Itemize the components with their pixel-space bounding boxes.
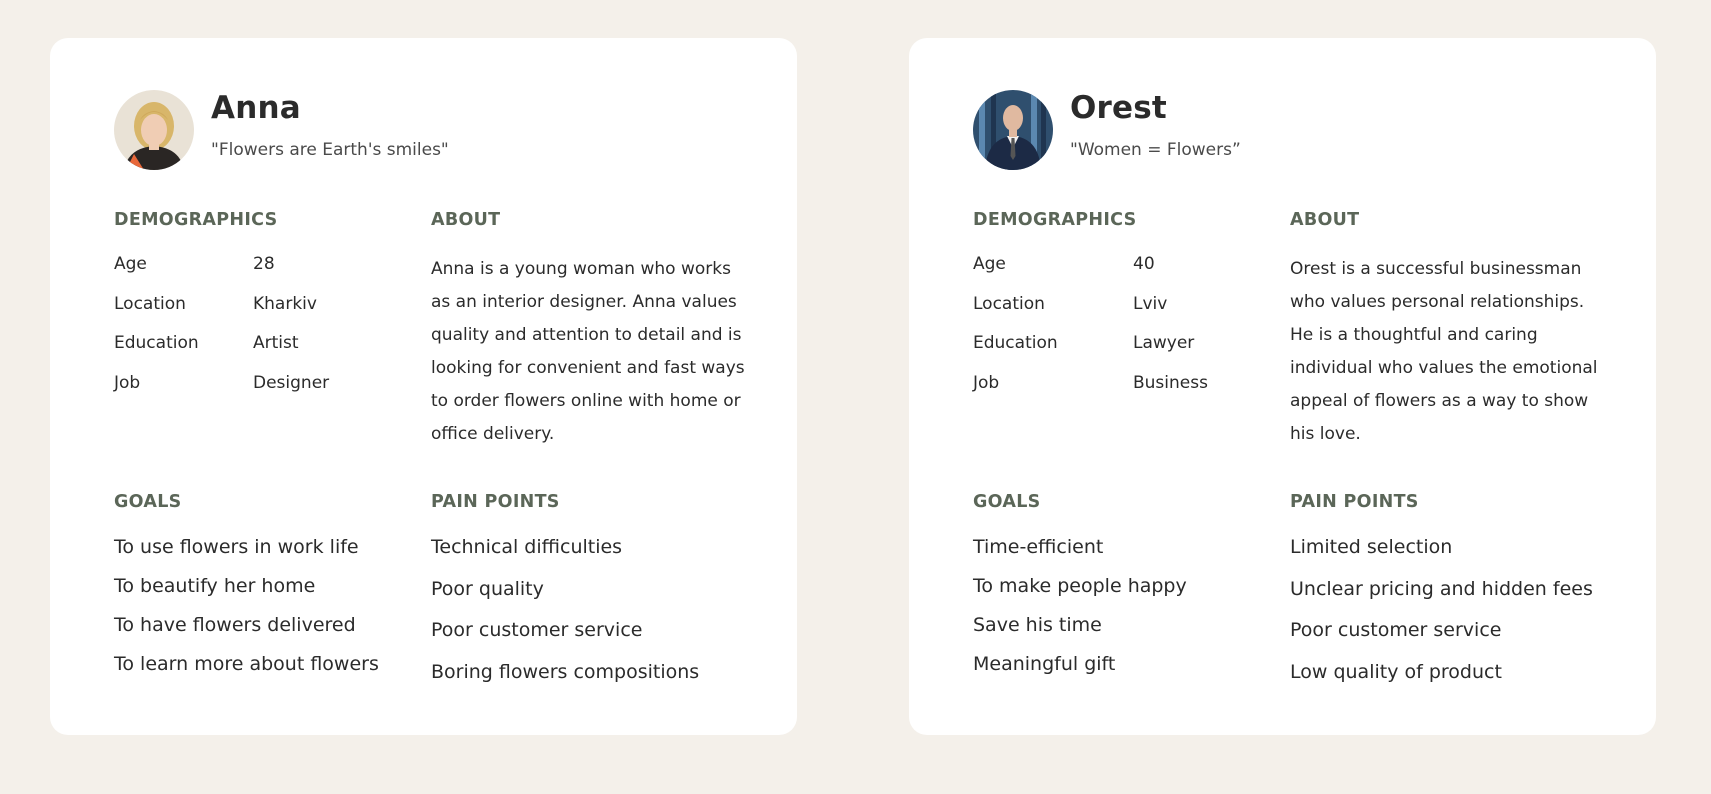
pain-point-item: Boring flowers compositions (431, 660, 700, 683)
goals-title: GOALS (114, 492, 182, 512)
pain-point-item: Poor customer service (1290, 619, 1502, 641)
about-title: ABOUT (431, 210, 501, 230)
goal-item: To have flowers delivered (114, 614, 356, 636)
pain-point-item: Technical difficulties (431, 536, 623, 558)
pain-points-list (1290, 536, 1593, 702)
demographics-label: Job (114, 372, 141, 393)
pain-point-item: Low quality of product (1290, 660, 1502, 683)
about-text: Anna is a young woman who works as an interior designer. Anna values quality and attention to detail and is looking for convenient and fast ways to order flowers online with home or office delivery. (431, 259, 745, 444)
pain-points-list (431, 536, 699, 702)
demographics-value: Business (1133, 372, 1208, 393)
goals-title: GOALS (973, 492, 1041, 512)
demographics-value: Lawyer (1133, 333, 1195, 353)
goal-item: Save his time (973, 614, 1102, 636)
pain-point-item: Unclear pricing and hidden fees (1290, 577, 1593, 600)
goal-item: To learn more about flowers (114, 653, 379, 675)
goal-item: Time-efficient (973, 536, 1104, 558)
about-title: ABOUT (1290, 210, 1360, 230)
demographics-label: Education (973, 333, 1058, 353)
demographics-value: Designer (253, 372, 330, 393)
pain-points-title: PAIN POINTS (1290, 492, 1419, 512)
demographics-value: 28 (253, 254, 275, 274)
goals-list (114, 536, 379, 692)
demographics-value: Lviv (1133, 293, 1168, 314)
demographics-value: 40 (1133, 254, 1155, 274)
avatar-anna-image (114, 90, 194, 170)
avatar-orest-image (973, 90, 1053, 170)
demographics-value: Artist (253, 333, 299, 353)
goal-item: To use flowers in work life (114, 536, 359, 558)
pain-points-title: PAIN POINTS (431, 492, 560, 512)
pain-point-item: Limited selection (1290, 536, 1453, 558)
avatar-anna (114, 90, 194, 170)
demographics-label: Education (114, 333, 199, 353)
goal-item: To make people happy (973, 575, 1187, 597)
demographics-label: Job (973, 372, 1000, 393)
pain-point-item: Poor quality (431, 577, 544, 600)
demographics-value: Kharkiv (253, 293, 317, 314)
about-text: Orest is a successful businessman who values personal relationships. He is a thoughtful and caring individual who values the emotional appeal of flowers as a way to show his love. (1290, 259, 1598, 444)
demographics-label: Location (973, 293, 1045, 314)
persona-quote: "Women = Flowers” (1070, 140, 1241, 160)
persona-card-anna (50, 38, 797, 735)
persona-name: Anna (211, 90, 301, 126)
demographics-title: DEMOGRAPHICS (973, 210, 1137, 230)
demographics-label: Location (114, 293, 186, 314)
goal-item: To beautify her home (114, 575, 316, 597)
goals-list (973, 536, 1187, 692)
avatar-orest (973, 90, 1053, 170)
persona-name: Orest (1070, 90, 1167, 126)
demographics-label: Age (973, 254, 1006, 274)
persona-quote: "Flowers are Earth's smiles" (211, 140, 449, 160)
pain-point-item: Poor customer service (431, 619, 643, 641)
demographics-title: DEMOGRAPHICS (114, 210, 278, 230)
goal-item: Meaningful gift (973, 653, 1116, 675)
persona-card-orest (909, 38, 1656, 735)
demographics-label: Age (114, 254, 147, 274)
